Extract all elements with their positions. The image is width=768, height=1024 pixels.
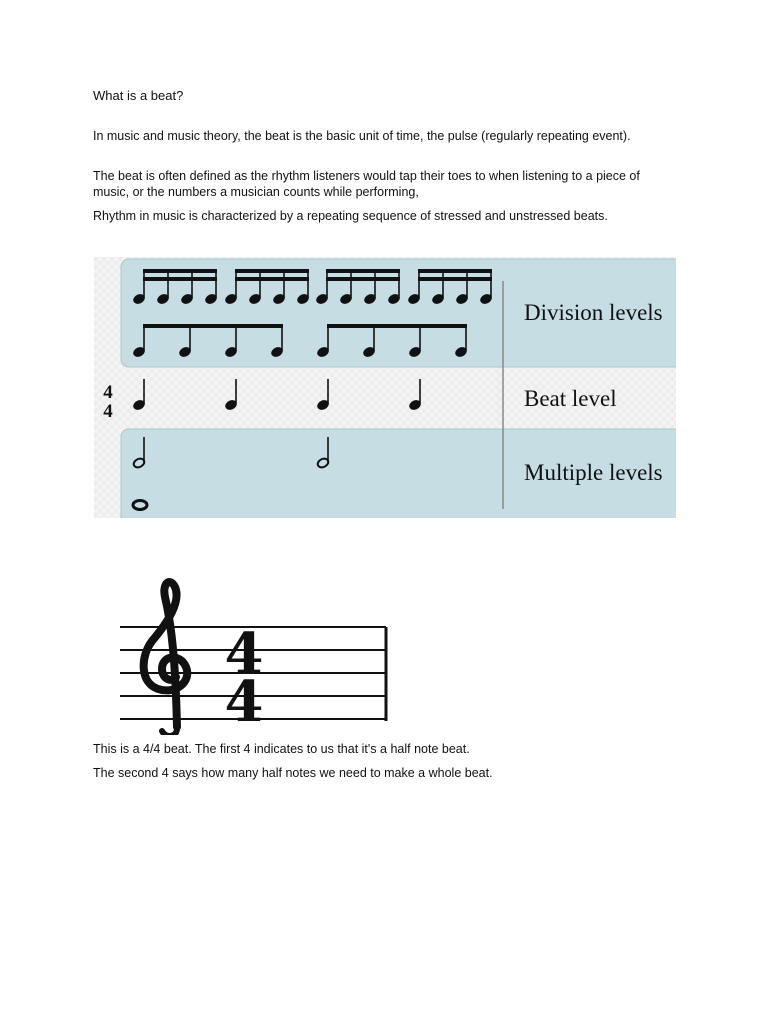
sixteenth-beam-primary: [143, 269, 217, 273]
sixteenth-beam-secondary: [143, 277, 217, 281]
sixteenth-beam-secondary: [235, 277, 309, 281]
sixteenth-beam-primary: [235, 269, 309, 273]
time-signature-bottom: 4: [103, 401, 113, 422]
eighth-beam: [143, 324, 283, 328]
beat-levels-figure: [94, 257, 676, 518]
treble-clef-icon: [144, 582, 188, 735]
eighth-beam: [327, 324, 467, 328]
staff-figure: [120, 575, 390, 735]
paragraph-tapping: The beat is often defined as the rhythm listeners would tap their toes to when listening to a piece of music, or the numbers a musician counts while performing,: [93, 169, 640, 199]
caption-second-four: The second 4 says how many half notes we need to make a whole beat.: [93, 766, 493, 780]
staff-time-signature-bottom: 4: [224, 669, 264, 735]
sixteenth-beam-primary: [326, 269, 400, 273]
sixteenth-beam-primary: [418, 269, 492, 273]
paragraph-beat-definition: In music and music theory, the beat is the basic unit of time, the pulse (regularly repeating event).: [93, 129, 631, 143]
staff-time-signature-top: 4: [224, 621, 264, 687]
paragraph-rhythm: Rhythm in music is characterized by a repeating sequence of stressed and unstressed beats.: [93, 209, 608, 223]
sixteenth-beam-secondary: [326, 277, 400, 281]
page-heading: What is a beat?: [93, 88, 184, 103]
time-signature-top: 4: [103, 382, 113, 403]
sixteenth-beam-secondary: [418, 277, 492, 281]
beat-level-label: Beat level: [524, 386, 617, 411]
division-levels-label: Division levels: [524, 300, 663, 325]
multiple-levels-label: Multiple levels: [524, 460, 663, 485]
caption-time-signature: This is a 4/4 beat. The first 4 indicates to us that it's a half note beat.: [93, 742, 470, 756]
